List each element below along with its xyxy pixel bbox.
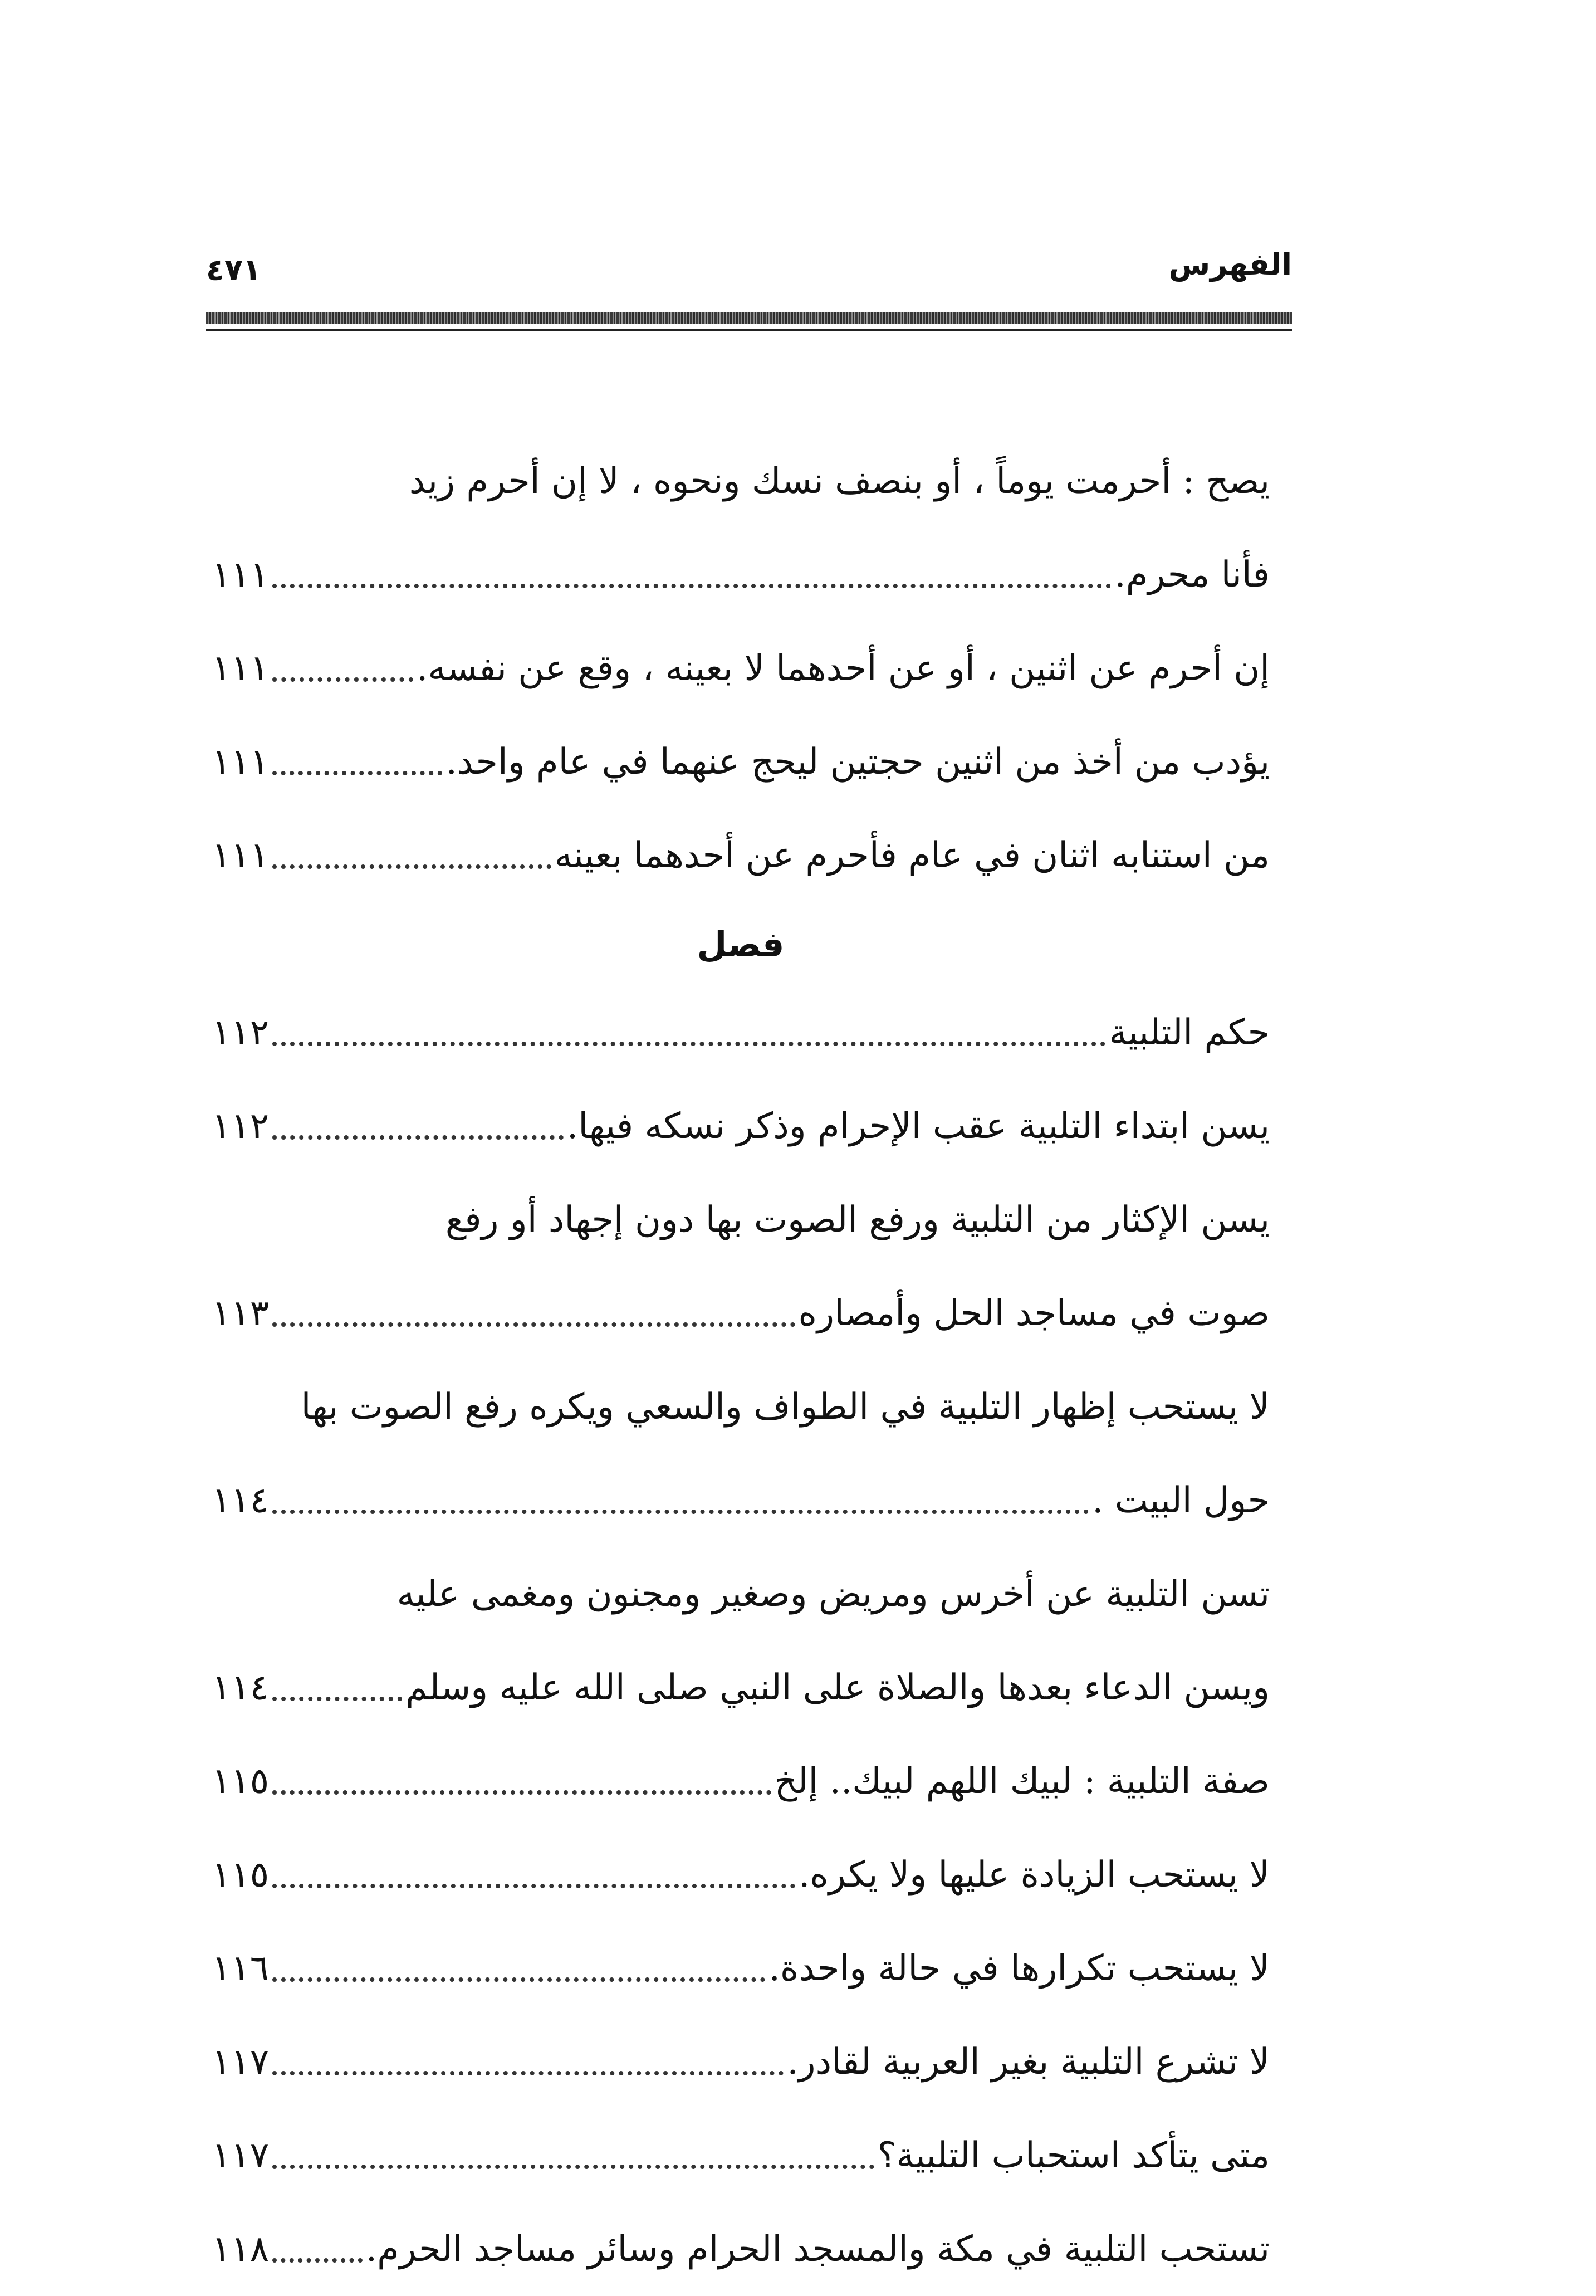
entry-page: ١١٤ <box>212 1667 270 1708</box>
page-number: ٤٧١ <box>206 252 261 287</box>
entry-text: لا تشرع التلبية بغير العربية لقادر. <box>787 2041 1270 2083</box>
entry-page: ١١١ <box>212 648 270 689</box>
entry-page: ١١٧ <box>212 2135 270 2176</box>
dot-leader <box>272 744 442 780</box>
toc-entry <box>212 809 1270 902</box>
running-header <box>206 240 1292 301</box>
entry-text: تسن التلبية عن أخرس ومريض وصغير ومجنون ومغمى عليه <box>396 1574 1270 1615</box>
toc-entry <box>212 1454 1270 1547</box>
toc-entry <box>212 434 1270 528</box>
entry-page: ١١٥ <box>212 1761 270 1802</box>
toc-entry <box>212 2202 1270 2296</box>
dot-leader <box>272 2044 784 2080</box>
running-title: الفهرس <box>1168 247 1292 282</box>
entry-text: إن أحرم عن اثنين ، أو عن أحدهما لا بعينه ، وقع عن نفسه. <box>417 648 1270 689</box>
entry-text: لا يستحب الزيادة عليها ولا يكره. <box>799 1854 1270 1896</box>
entry-text: يصح : أحرمت يوماً ، أو بنصف نسك ونحوه ، لا إن أحرم زيد <box>409 461 1270 502</box>
toc-entry <box>212 715 1270 809</box>
dot-leader <box>272 2231 363 2267</box>
toc-entry <box>212 1922 1270 2015</box>
header-rule-thin <box>206 329 1292 331</box>
entry-page: ١١٥ <box>212 1854 270 1896</box>
dot-leader <box>272 557 1111 593</box>
dot-leader <box>272 651 413 686</box>
dot-leader <box>272 1108 564 1144</box>
toc-entry <box>212 1828 1270 1922</box>
entry-text: فأنا محرم. <box>1114 554 1270 595</box>
entry-page: ١١٣ <box>212 1293 270 1334</box>
entry-text: لا يستحب تكرارها في حالة واحدة. <box>768 1948 1270 1989</box>
toc-entry <box>212 1173 1270 1267</box>
toc-entry <box>212 1547 1270 1641</box>
entry-text: يسن ابتداء التلبية عقب الإحرام وذكر نسكه فيها. <box>566 1106 1270 1147</box>
entry-page: ١١٤ <box>212 1480 270 1521</box>
toc-entry <box>212 528 1270 622</box>
entry-text: متى يتأكد استحباب التلبية؟ <box>877 2135 1270 2176</box>
toc-entry <box>212 1641 1270 1735</box>
entry-text: ويسن الدعاء بعدها والصلاة على النبي صلى الله عليه وسلم <box>405 1667 1270 1708</box>
entry-page: ١١١ <box>212 741 270 783</box>
entry-page: ١١١ <box>212 835 270 876</box>
entry-text: حكم التلبية <box>1109 1012 1270 1053</box>
entry-text: صفة التلبية : لبيك اللهم لبيك.. إلخ <box>774 1761 1270 1802</box>
toc-entry <box>212 1267 1270 1360</box>
entry-text: يؤدب من أخذ من اثنين حجتين ليحج عنهما في عام واحد. <box>445 741 1270 783</box>
entry-page: ١١١ <box>212 554 270 595</box>
dot-leader <box>272 1015 1105 1051</box>
toc-entry <box>212 1079 1270 1173</box>
toc-entry <box>212 1360 1270 1454</box>
dot-leader <box>272 1951 765 1986</box>
toc-entry <box>212 2109 1270 2202</box>
section-heading: فصل <box>697 924 785 965</box>
entry-page: ١١٢ <box>212 1012 270 1053</box>
entry-page: ١١٦ <box>212 1948 270 1989</box>
dot-leader <box>272 1296 795 1331</box>
entry-page: ١١٢ <box>212 1106 270 1147</box>
entry-text: يسن الإكثار من التلبية ورفع الصوت بها دون إجهاد أو رفع <box>445 1199 1270 1240</box>
entry-page: ١١٧ <box>212 2041 270 2083</box>
header-rule <box>206 312 1292 324</box>
entry-text: حول البيت . <box>1092 1480 1270 1521</box>
entry-text: لا يستحب إظهار التلبية في الطواف والسعي ويكره رفع الصوت بها <box>301 1386 1270 1428</box>
dot-leader <box>272 1857 795 1893</box>
toc-entry <box>212 622 1270 715</box>
toc-entry <box>212 1735 1270 1828</box>
table-of-contents <box>212 434 1270 2296</box>
toc-entry <box>212 986 1270 1079</box>
dot-leader <box>272 838 551 873</box>
dot-leader <box>272 2138 874 2173</box>
entry-text: من استنابه اثنان في عام فأحرم عن أحدهما بعينه <box>554 835 1270 876</box>
entry-page: ١١٨ <box>212 2229 270 2270</box>
entry-text: صوت في مساجد الحل وأمصاره <box>798 1293 1270 1334</box>
entry-text: تستحب التلبية في مكة والمسجد الحرام وسائر مساجد الحرم. <box>365 2229 1270 2270</box>
toc-entry <box>212 2015 1270 2109</box>
dot-leader <box>272 1670 402 1706</box>
dot-leader <box>272 1763 771 1799</box>
dot-leader <box>272 1483 1089 1518</box>
